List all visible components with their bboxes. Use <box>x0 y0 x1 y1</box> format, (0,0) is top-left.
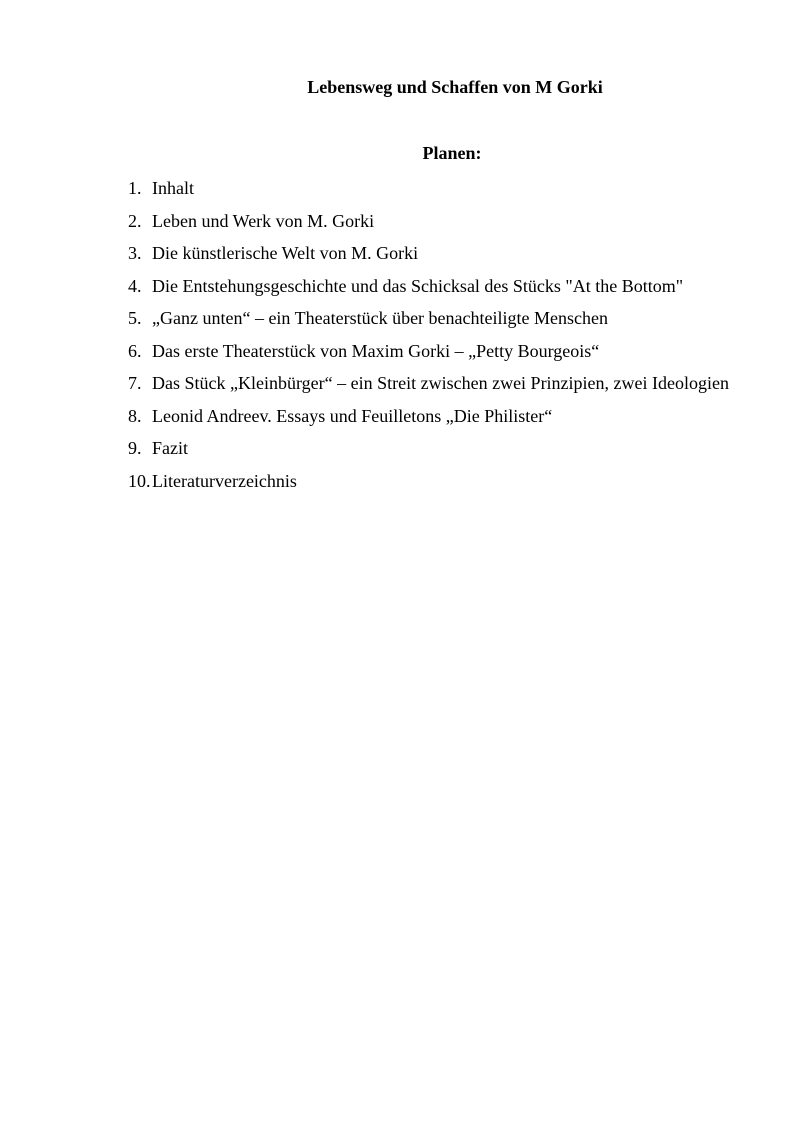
toc-item-number: 1. <box>128 178 142 198</box>
toc-item <box>128 205 742 238</box>
toc-item-number: 8. <box>128 405 142 426</box>
toc-item <box>128 432 742 465</box>
toc-item <box>128 270 742 303</box>
toc-item <box>128 302 742 335</box>
toc-item-number: 10. <box>128 470 151 491</box>
toc-item <box>128 237 742 270</box>
document-title: Lebensweg und Schaffen von M Gorki <box>307 77 603 97</box>
toc-item-number: 7. <box>128 373 142 393</box>
toc-item-text: Das erste Theaterstück von Maxim Gorki – „Petty Bourgeois“ <box>152 340 600 361</box>
toc-item-text: Die künstlerische Welt von M. Gorki <box>152 243 419 263</box>
toc-item-text: Leonid Andreev. Essays und Feuilletons „Die Philister“ <box>152 405 553 426</box>
toc-item-number: 2. <box>128 210 142 231</box>
toc-item-text: Das Stück „Kleinbürger“ – ein Streit zwischen zwei Prinzipien, zwei Ideologien <box>152 373 729 393</box>
toc-item-number: 5. <box>128 308 142 328</box>
toc-item <box>128 367 742 400</box>
toc-item-number: 3. <box>128 243 142 263</box>
toc-item <box>128 400 742 433</box>
toc-item-number: 4. <box>128 275 142 296</box>
table-of-contents <box>128 172 742 497</box>
toc-item-number: 6. <box>128 340 142 361</box>
toc-item-text: Fazit <box>152 438 188 458</box>
toc-item <box>128 465 742 498</box>
toc-item-number: 9. <box>128 438 142 458</box>
toc-item-text: Literaturverzeichnis <box>152 470 297 491</box>
toc-item <box>128 335 742 368</box>
toc-item-text: „Ganz unten“ – ein Theaterstück über benachteiligte Menschen <box>152 308 608 328</box>
toc-item-text: Die Entstehungsgeschichte und das Schicksal des Stücks "At the Bottom" <box>152 275 684 296</box>
toc-item <box>128 172 742 205</box>
section-heading: Planen: <box>422 143 482 163</box>
toc-item-text: Leben und Werk von M. Gorki <box>152 210 375 231</box>
toc-item-text: Inhalt <box>152 178 194 198</box>
